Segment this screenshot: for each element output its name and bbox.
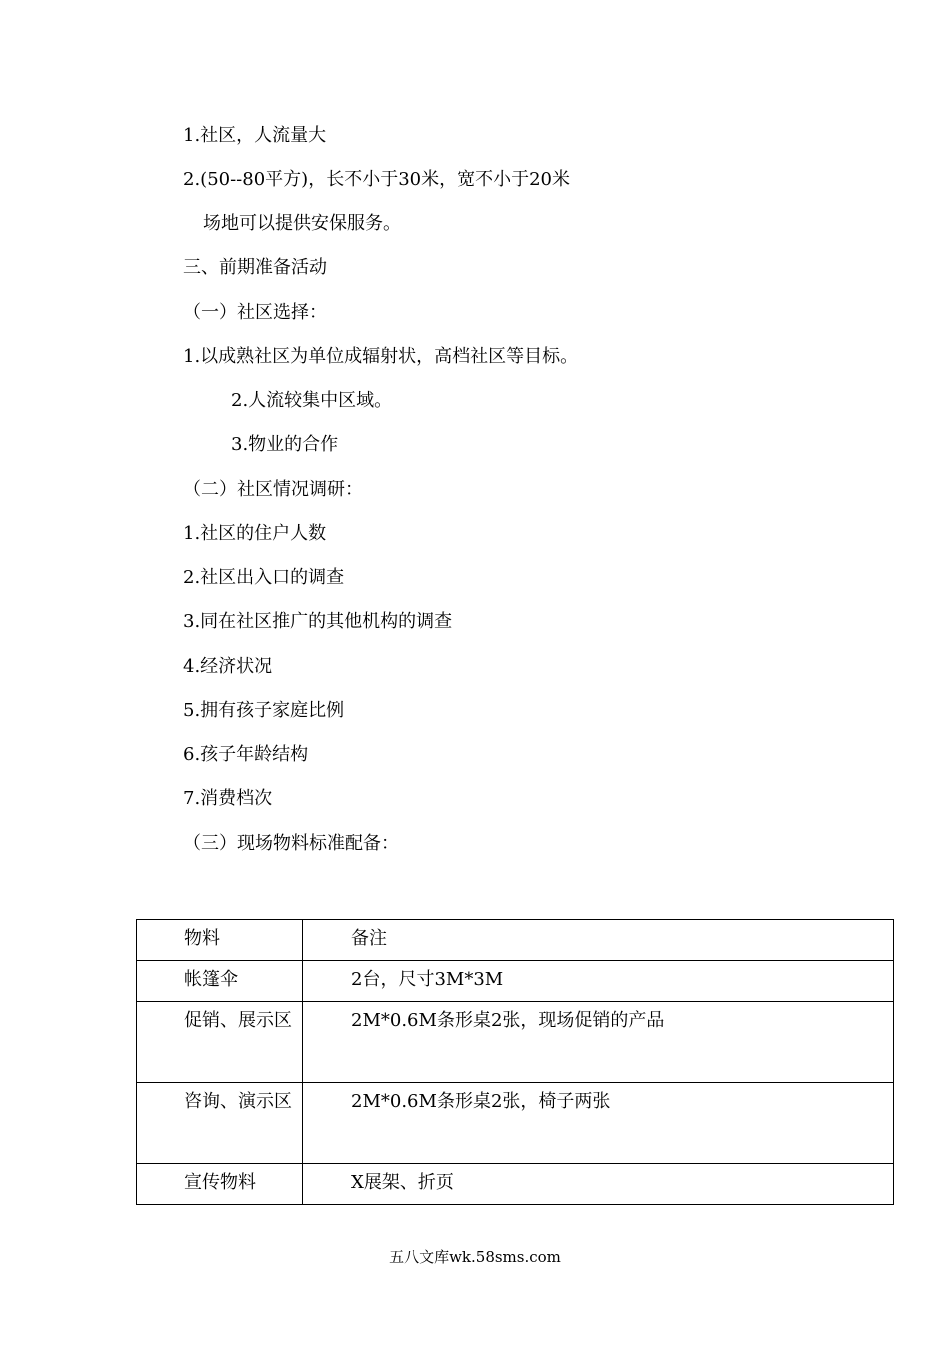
page-footer: 五八文库wk.58sms.com <box>389 1248 561 1266</box>
text-line: 4.经济状况 <box>183 656 273 677</box>
text-line: 3.同在社区推广的其他机构的调查 <box>183 611 453 632</box>
table-cell: 促销、展示区 <box>137 1002 303 1083</box>
table-cell: 宣传物料 <box>137 1164 303 1205</box>
text-line: 场地可以提供安保服务。 <box>203 213 401 234</box>
table-cell: X展架、折页 <box>303 1164 894 1205</box>
text-line: 1.以成熟社区为单位成辐射状，高档社区等目标。 <box>183 346 579 367</box>
text-line: 1.社区的住户人数 <box>183 523 327 544</box>
table-header-row <box>137 920 894 961</box>
subsection-heading: （三）现场物料标准配备： <box>183 833 399 854</box>
text-line: 7.消费档次 <box>183 788 273 809</box>
text-line: 5.拥有孩子家庭比例 <box>183 700 345 721</box>
table-row <box>137 1164 894 1205</box>
table-cell: 帐篷伞 <box>137 961 303 1002</box>
table-cell: 咨询、演示区 <box>137 1083 303 1164</box>
text-line: 1.社区，人流量大 <box>183 125 327 146</box>
section-heading: 三、前期准备活动 <box>183 257 327 278</box>
text-line: 2.人流较集中区域。 <box>231 390 393 411</box>
materials-table <box>136 919 894 1205</box>
table-header-cell: 物料 <box>137 920 303 961</box>
table-row <box>137 1002 894 1083</box>
table-cell: 2M*0.6M条形桌2张，椅子两张 <box>303 1083 894 1164</box>
subsection-heading: （二）社区情况调研： <box>183 479 363 500</box>
table-header-cell: 备注 <box>303 920 894 961</box>
table-cell: 2M*0.6M条形桌2张，现场促销的产品 <box>303 1002 894 1083</box>
text-line: 2.(50--80平方)，长不小于30米，宽不小于20米 <box>183 169 570 190</box>
text-line: 2.社区出入口的调查 <box>183 567 345 588</box>
table-cell: 2台，尺寸3M*3M <box>303 961 894 1002</box>
text-line: 6.孩子年龄结构 <box>183 744 309 765</box>
subsection-heading: （一）社区选择： <box>183 302 327 323</box>
table-row <box>137 961 894 1002</box>
text-line: 3.物业的合作 <box>231 434 339 455</box>
table-row <box>137 1083 894 1164</box>
